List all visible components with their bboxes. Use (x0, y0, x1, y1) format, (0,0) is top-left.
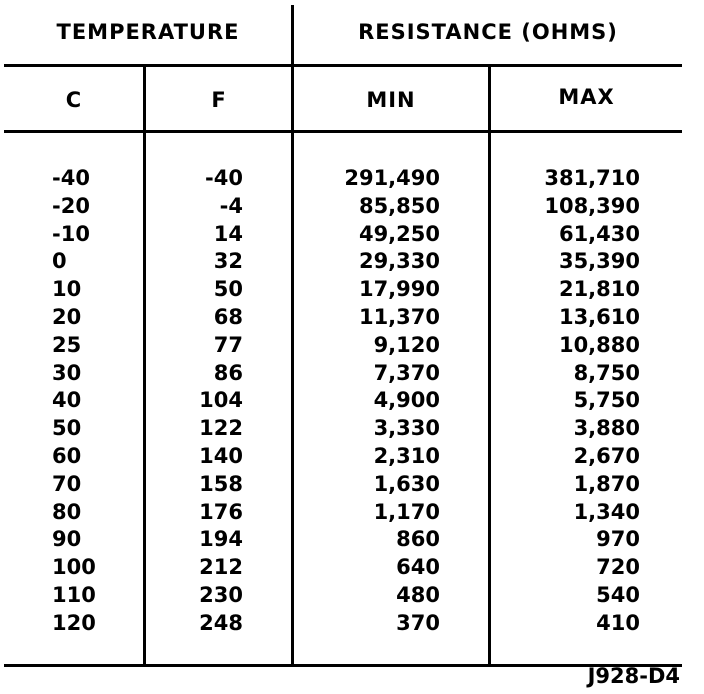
table-cell-min: 1,630 (373, 471, 440, 496)
table-cell-f: -40 (205, 166, 243, 190)
table-cell-max: 1,870 (573, 471, 640, 496)
column-f (150, 165, 243, 638)
table-cell-min: 85,850 (358, 193, 440, 218)
table-cell-min: 370 (396, 610, 440, 635)
table-cell-c: 40 (52, 388, 82, 413)
table-vline-min-max (488, 66, 491, 667)
table-vline-c-f (143, 66, 146, 667)
table-cell-f: 50 (213, 277, 243, 302)
table-cell-f: 68 (213, 304, 243, 329)
header-temperature: TEMPERATURE (56, 20, 240, 44)
table-cell-max: 5,750 (573, 388, 640, 413)
table-cell-max: 720 (596, 555, 640, 580)
header-c: C (65, 88, 83, 112)
table-cell-min: 860 (396, 527, 440, 552)
table-cell-f: -4 (219, 193, 243, 218)
table-cell-max: 540 (596, 582, 640, 607)
table-cell-f: 176 (199, 499, 243, 524)
table-divider-top-headers (4, 64, 682, 67)
table-cell-f: 158 (199, 471, 243, 496)
header-f: F (211, 88, 227, 112)
table-cell-c: 0 (52, 249, 67, 274)
table-cell-max: 410 (596, 610, 640, 635)
table-cell-f: 248 (199, 610, 243, 635)
table-cell-min: 3,330 (373, 416, 440, 441)
table-cell-c: 20 (52, 304, 82, 329)
table-cell-c: 50 (52, 416, 82, 441)
figure-id: J928-D4 (587, 664, 680, 688)
table-cell-min: 49,250 (358, 221, 440, 246)
table-cell-f: 86 (213, 360, 243, 385)
column-min (300, 165, 440, 638)
table-cell-max: 21,810 (558, 277, 640, 302)
table-cell-max: 8,750 (573, 360, 640, 385)
table-cell-max: 10,880 (558, 332, 640, 357)
table-cell-c: -20 (52, 193, 90, 218)
table-cell-f: 77 (213, 332, 243, 357)
table-cell-c: 25 (52, 332, 82, 357)
table-cell-min: 4,900 (373, 388, 440, 413)
table-cell-max: 35,390 (558, 249, 640, 274)
table-cell-c: 90 (52, 527, 82, 552)
table-divider-subheaders (4, 130, 682, 133)
table-cell-max: 108,390 (544, 193, 640, 218)
table-cell-min: 17,990 (358, 277, 440, 302)
table-cell-f: 14 (213, 221, 243, 246)
table-cell-min: 29,330 (358, 249, 440, 274)
table-cell-min: 640 (396, 555, 440, 580)
table-cell-max: 3,880 (573, 416, 640, 441)
table-cell-min: 1,170 (373, 499, 440, 524)
column-c (52, 165, 132, 638)
table-cell-max: 381,710 (544, 166, 640, 190)
table-cell-max: 13,610 (558, 304, 640, 329)
table-cell-c: 60 (52, 443, 82, 468)
table-cell-f: 212 (199, 555, 243, 580)
table-cell-f: 122 (199, 416, 243, 441)
table-cell-f: 140 (199, 443, 243, 468)
table-cell-c: 80 (52, 499, 82, 524)
table-cell-c: 110 (52, 582, 96, 607)
table-cell-f: 194 (199, 527, 243, 552)
table-cell-c: 100 (52, 555, 96, 580)
table-cell-max: 970 (596, 527, 640, 552)
table-cell-min: 480 (396, 582, 440, 607)
header-resistance: RESISTANCE (OHMS) (358, 20, 618, 44)
table-cell-min: 2,310 (373, 443, 440, 468)
table-cell-min: 291,490 (344, 166, 440, 190)
table-cell-max: 2,670 (573, 443, 640, 468)
column-max (500, 165, 640, 638)
table-cell-c: 10 (52, 277, 82, 302)
header-min: MIN (366, 88, 416, 112)
table-cell-f: 230 (199, 582, 243, 607)
table-cell-max: 1,340 (573, 499, 640, 524)
table-cell-min: 9,120 (373, 332, 440, 357)
table-cell-f: 104 (199, 388, 243, 413)
table-cell-min: 7,370 (373, 360, 440, 385)
header-max: MAX (558, 85, 615, 109)
table-cell-c: 30 (52, 360, 82, 385)
table-cell-min: 11,370 (358, 304, 440, 329)
table-cell-max: 61,430 (558, 221, 640, 246)
table-cell-c: -10 (52, 221, 90, 246)
table-cell-c: 70 (52, 471, 82, 496)
table-cell-c: -40 (52, 166, 90, 190)
table-cell-c: 120 (52, 610, 96, 635)
table-cell-f: 32 (213, 249, 243, 274)
